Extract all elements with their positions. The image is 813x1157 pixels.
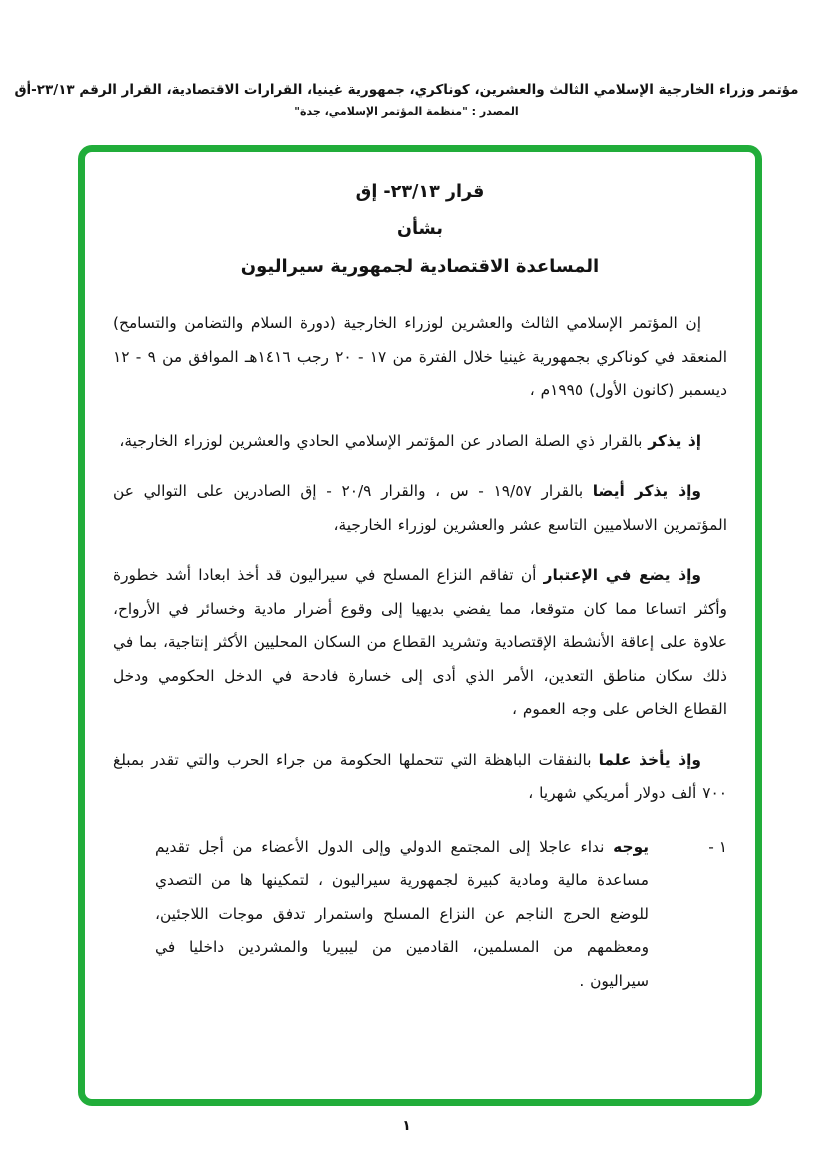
operative-list [113, 831, 727, 999]
paragraph-text: بالنفقات الباهظة التي تتحملها الحكومة من جراء الحرب والتي تقدر بمبلغ ٧٠٠ ألف دولار أمريكي شهريا ، [113, 750, 727, 802]
paragraph-text: بالقرار ١٩/٥٧ - س ، والقرار ٢٠/٩ - إق الصادرين على التوالي عن المؤتمرين الاسلاميين التاسع عشر والعشرين لوزراء الخارجية، [113, 482, 727, 534]
resolution-body [113, 307, 727, 998]
list-item [113, 831, 727, 999]
paragraph-lead: وإذ يضع في الإعتبار [543, 566, 701, 584]
paragraph-lead: وإذ يذكر أيضا [592, 482, 701, 500]
page-number: ١ [402, 1118, 411, 1134]
paragraph-text: أن تفاقم النزاع المسلح في سيراليون قد أخذ ابعادا أشد خطورة وأكثر اتساعا مما كان متوقعا، مما يفضي بديهيا إلى وقوع أضرار مادية وخسائر في الأرواح، علاوة على إعاقة الأنشطة الإقتصادية وتشريد القطاع من السكان المحليين الأكثر إنتاجية، بما في ذلك سكان مناطق التعدين، الأمر الذي أدى إلى خسارة فادحة في الدخل الحكومي ودخل القطاع الخاص على وجه العموم ، [113, 566, 727, 718]
list-item-number: ١ - [708, 837, 727, 856]
resolution-regarding-title: بشأن [397, 219, 443, 239]
paragraph-lead: إذ يذكر [648, 431, 701, 450]
green-border-frame [78, 145, 762, 1106]
paragraph-preamble [113, 307, 727, 408]
header-publisher-line: المصدر : "منظمة المؤتمر الإسلامي، جدة" [294, 105, 519, 118]
list-item-body [155, 831, 649, 999]
paragraph-taking-note [113, 744, 727, 811]
paragraph-considering [113, 559, 727, 727]
resolution-content [85, 152, 755, 1099]
resolution-number-title: قرار ٢٣/١٣- إق [355, 182, 485, 202]
list-item-text: نداء عاجلا إلى المجتمع الدولي وإلى الدول الأعضاء من أجل تقديم مساعدة مالية ومادية كبيرة لجمهورية سيراليون ، لتمكينها ها من التصدي للوضع الحرج الناجم عن النزاع المسلح واستمرار تدفق موجات اللاجئين، ومعظمهم من المسلمين، القادمين من ليبيريا والمشردين داخليا في سيراليون . [155, 837, 649, 990]
paragraph-text: إن المؤتمر الإسلامي الثالث والعشرين لوزراء الخارجية (دورة السلام والتضامن والتسامح) المنعقد في كوناكري بجمهورية غينيا خلال الفترة من ١٧ - ٢٠ رجب ١٤١٦هـ الموافق من ٩ - ١٢ ديسمبر (كانون الأول) ١٩٩٥م ، [113, 314, 728, 399]
document-header [0, 80, 813, 122]
resolution-title-block [113, 174, 727, 285]
paragraph-text: بالقرار ذي الصلة الصادر عن المؤتمر الإسلامي الحادي والعشرين لوزراء الخارجية، [119, 431, 649, 450]
resolution-subject-title: المساعدة الاقتصادية لجمهورية سيراليون [240, 256, 600, 277]
paragraph-recalling [113, 425, 727, 459]
header-source-line: مؤتمر وزراء الخارجية الإسلامي الثالث والعشرين، كوناكري، جمهورية غينيا، القرارات الاقتصادية، القرار الرقم ٢٣/١٣-أق [14, 82, 799, 98]
list-item-lead: يوجه [613, 837, 649, 856]
paragraph-recalling-also [113, 475, 727, 542]
paragraph-lead: وإذ يأخذ علما [598, 750, 701, 769]
